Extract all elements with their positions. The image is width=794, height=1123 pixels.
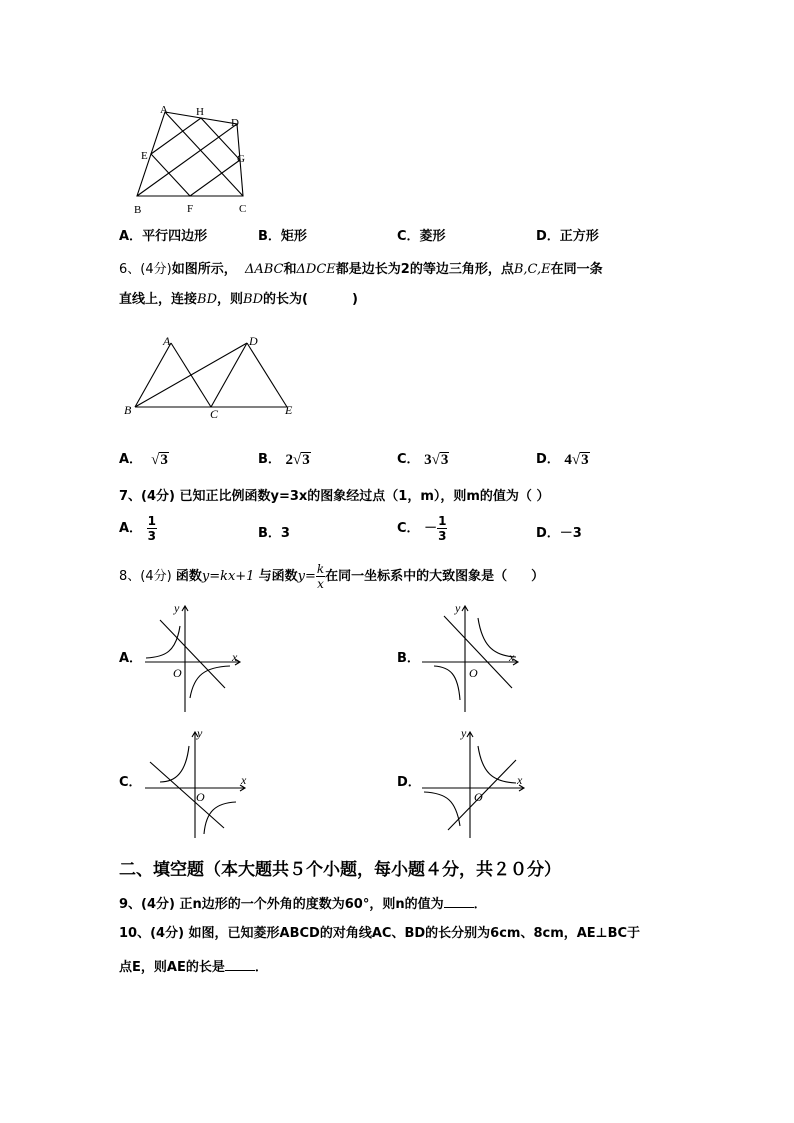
q6-option-b[interactable]: B． 2 √ 3 — [258, 452, 310, 468]
q8-a-x-label: x — [232, 650, 238, 664]
q8-d-origin-label: O — [474, 790, 483, 804]
q5-label-b: B — [134, 204, 142, 216]
q8-option-a[interactable]: A． — [119, 651, 143, 666]
q5-option-d[interactable]: D．正方形 — [536, 229, 599, 244]
q6-label-b: B — [124, 403, 132, 417]
q5-label-e: E — [141, 150, 148, 162]
q7-option-b[interactable]: B．3 — [258, 526, 290, 541]
q8-c-x-label: x — [241, 773, 247, 787]
q6-option-a[interactable]: A． √ 3 — [119, 452, 168, 468]
q10-answer-blank[interactable] — [225, 958, 255, 971]
q7-option-a[interactable]: A． $\frac{1}{3}$ — [119, 514, 156, 543]
q8-b-x-label: x — [509, 650, 515, 664]
q8-option-c[interactable]: C． — [119, 775, 142, 790]
q5-option-c[interactable]: C．菱形 — [397, 229, 446, 244]
q6-stem-line1: 6、(4分)如图所示， ΔABC和ΔDCE都是边长为2的等边三角形，点B,C,E在同一条 — [119, 262, 603, 277]
q5-label-h: H — [196, 106, 204, 118]
q8-option-d[interactable]: D． — [397, 775, 421, 790]
q5-label-c: C — [239, 203, 247, 215]
q8-d-y-label: y — [461, 726, 467, 740]
q9-stem: 9、(4分) 正n边形的一个外角的度数为60°，则n的值为 ． — [119, 897, 487, 912]
q7-stem: 7、(4分) 已知正比例函数y=3x的图象经过点（1，m），则m的值为（ ） — [119, 489, 550, 504]
q7-option-c[interactable]: C． － $\frac{1}{3}$ — [397, 514, 447, 543]
q6-stem-line2: 直线上，连接BD，则BD的长为( ) — [119, 292, 358, 307]
q6-option-d[interactable]: D． 4 √ 3 — [536, 452, 589, 468]
q8-a-y-label: y — [174, 601, 180, 615]
q6-label-c: C — [210, 407, 219, 421]
section-2-title: 二、填空题（本大题共５个小题，每小题４分，共２０分） — [119, 860, 561, 880]
q8-b-y-label: y — [455, 601, 461, 615]
q8-a-origin-label: O — [173, 666, 182, 680]
q8-option-b[interactable]: B． — [397, 651, 420, 666]
q8-d-x-label: x — [517, 773, 523, 787]
q5-option-b[interactable]: B．矩形 — [258, 229, 307, 244]
q6-label-e: E — [285, 403, 293, 417]
q6-label-d: D — [249, 334, 258, 348]
q10-stem-line1: 10、(4分) 如图，已知菱形ABCD的对角线AC、BD的长分别为6cm、8cm，AE⊥BC于 — [119, 926, 641, 941]
q8-b-origin-label: O — [469, 666, 478, 680]
q7-option-d[interactable]: D．－3 — [536, 526, 582, 541]
q8-c-y-label: y — [197, 726, 203, 740]
q8-c-origin-label: O — [196, 790, 205, 804]
q10-stem-line2: 点E，则AE的长是 ． — [119, 960, 268, 975]
q5-label-a: A — [160, 104, 168, 116]
q5-label-f: F — [187, 203, 194, 215]
q8-stem: 8、(4分) 函数 y=kx+1 与函数 y= $\frac{k}{x}$ 在同一坐标系中的大致图象是（ ） — [119, 562, 545, 591]
q6-label-a: A — [163, 334, 171, 348]
q5-label-g: G — [237, 153, 245, 165]
q5-option-a[interactable]: A．平行四边形 — [119, 229, 208, 244]
q9-answer-blank[interactable] — [444, 895, 474, 908]
q6-option-c[interactable]: C． 3 √ 3 — [397, 452, 449, 468]
q5-label-d: D — [231, 117, 239, 129]
